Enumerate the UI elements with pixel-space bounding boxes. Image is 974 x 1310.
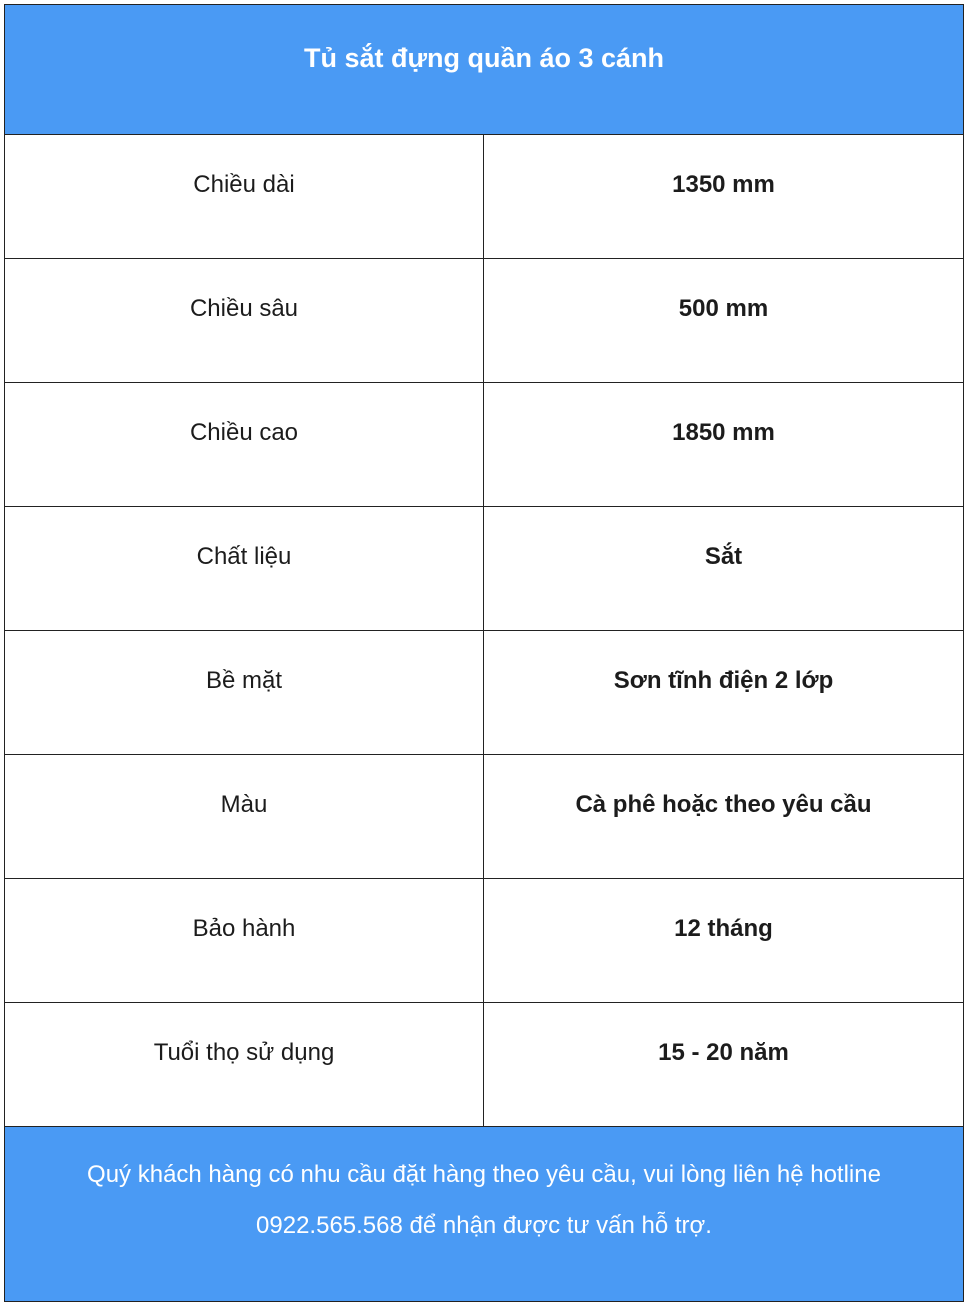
spec-label: Chiều cao [5,383,484,506]
spec-label: Màu [5,755,484,878]
table-row [5,1003,963,1127]
spec-label: Chất liệu [5,507,484,630]
spec-value: Cà phê hoặc theo yêu cầu [575,791,872,818]
table-row [5,879,963,1003]
spec-value: 500 mm [678,295,769,322]
spec-value: 15 - 20 năm [658,1039,789,1066]
spec-value: 1850 mm [672,419,775,446]
spec-label: Bề mặt [5,631,484,754]
spec-value: 1350 mm [672,171,775,198]
spec-label: Bảo hành [5,879,484,1002]
contact-note-line: 0922.565.568 để nhận được tư vấn hỗ trợ. [256,1212,712,1239]
table-row [5,259,963,383]
spec-label: Chiều sâu [5,259,484,382]
table-row [5,631,963,755]
contact-note [5,1127,963,1301]
table-row [5,135,963,259]
table-title: Tủ sắt đựng quần áo 3 cánh [5,5,963,135]
table-row [5,755,963,879]
spec-label: Chiều dài [5,135,484,258]
table-row [5,507,963,631]
spec-value: Sơn tĩnh điện 2 lớp [613,667,834,694]
spec-label: Tuổi thọ sử dụng [5,1003,484,1126]
spec-table [4,4,964,1302]
spec-value: Sắt [704,543,743,570]
spec-value: 12 tháng [674,915,773,942]
table-row [5,383,963,507]
contact-note-line: Quý khách hàng có nhu cầu đặt hàng theo yêu cầu, vui lòng liên hệ hotline [87,1161,881,1188]
